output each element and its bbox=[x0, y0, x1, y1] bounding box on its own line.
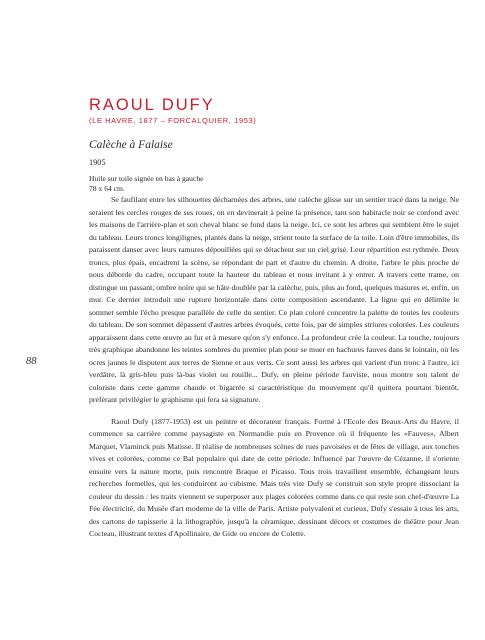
artist-lifespan: (LE HAVRE, 1877 – FORCALQUIER, 1953) bbox=[89, 116, 257, 125]
description-paragraph: Se faufilant entre les silhouettes décharnées des arbres, une calèche glisse sur un sentier tracé dans la neige. Ne seraient les cercles rouges de ses roues, on en devinerait à peine la présence, tant son habitacle noir se confond avec les maisons de l'arrière-plan et son cheval blanc se fond dans la neige. Ici, ce sont les arbres qui semblent être le sujet du tableau. Leurs troncs longilignes, plantés dans la neige, strient toute la surface de la toile. Loin d'être immobiles, ils paraissent danser avec leurs ramures dépouillées qui se détachent sur un ciel grisé. Leur répartition est rythmée. Deux troncs, plus épais, encadrent la scène, se répondant de part et d'autre du chemin. A droite, l'arbre le plus proche de nous déborde du cadre, occupant toute la hauteur du tableau et nous invitant à y entrer. A travers cette trame, on distingue un passant, ombre noire qui se hâte doublée par la calèche, puis, plus au fond, quelques masures et, enfin, un mur. Ce dernier introduit une rupture horizontale dans cette composition ascendante. La ligne qui en délimite le sommet semble l'écho presque parallèle de celle du sentier. Ce plan coloré concentre la palette de toutes les couleurs du tableau. De son sommet dépassent d'autres arbres évoqués, cette fois, par de simples striures colorées. Les couleurs apparaissent dans cette œuvre au fur et à mesure qu'on s'y enfonce. La profondeur crée la couleur. La touche, toujours très graphique abandonne les teintes sombres du premier plan pour se muer en hachures fauves dans le lointain, où les ocres jaunes le disputent aux terres de Sienne et aux verts. Ce sont aussi les arbres qui varient d'un tronc à l'autre, ici verdâtre, là gris-bleu puis là-bas violet ou rouille... Dufy, en pleine période fauviste, nous montre son talent de coloriste dans cette gamme chaude et bigarrée si caractéristique du mouvement qu'il quittera pourtant bientôt, préférant privilégier le graphisme qui fera sa signature. bbox=[89, 195, 459, 404]
biography-paragraph: Raoul Dufy (1877-1953) est un peintre et décorateur français. Formé à l'Ecole des Beaux-Arts du Havre, il commence sa carrière comme paysagiste en Normandie puis en Provence où il fréquente les «Fauves», Albert Marquet, Vlaminck puis Matisse. Il réalise de nombreuses scènes de rues pavoisées et de fêtes de village, aux touches vives et colorées, comme ce Bal populaire qui date de cette période. Influencé par l'œuvre de Cézanne, il s'oriente ensuite vers la nature morte, puis rencontre Braque et Picasso. Tous trois travaillent ensemble, échangeant leurs recherches formelles, qui les conduiront au cubisme. Mais très vite Dufy se construit son style propre dissociant la couleur du dessin : les traits viennent se superposer aux plages colorées comme dans ce qui reste son chef-d'œuvre La Fée électricité, du Musée d'art moderne de la ville de Paris. Artiste polyvalent et curieux, Dufy s'essaie à tous les arts, des cartons de tapisserie à la lithographie, jusqu'à la céramique, dessinant décors et costumes de théâtre pour Jean Cocteau, illustrant textes d'Apollinaire, de Gide ou encore de Colette. bbox=[89, 416, 459, 538]
entry-header bbox=[89, 96, 459, 194]
page-number: 88 bbox=[26, 356, 37, 367]
body-text bbox=[89, 194, 459, 550]
artwork-dimensions: 78 x 64 cm. bbox=[89, 184, 125, 193]
artwork-year: 1905 bbox=[89, 158, 106, 167]
artwork-details bbox=[89, 174, 459, 194]
artwork-title: Calèche à Falaise bbox=[89, 139, 173, 151]
artist-name: RAOUL DUFY bbox=[89, 96, 215, 114]
artwork-medium: Huile sur toile signée en bas à gauche bbox=[89, 174, 204, 183]
